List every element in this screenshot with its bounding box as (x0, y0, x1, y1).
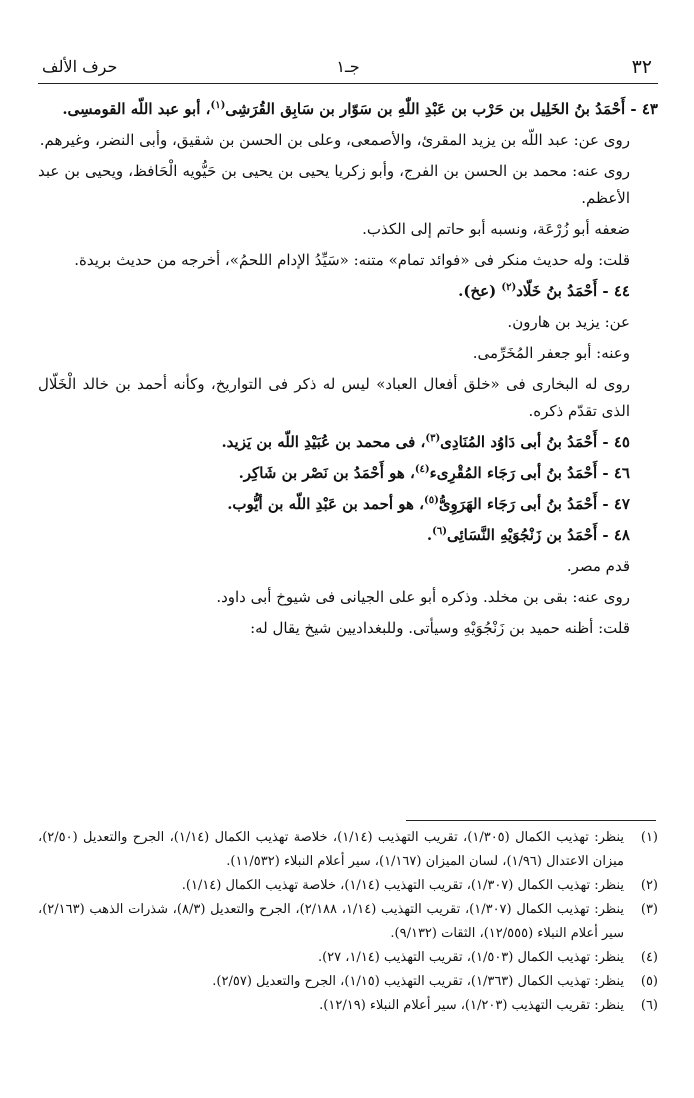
entry-48-heading (38, 522, 658, 549)
paragraph: وعنه: أبو جعفر المُخَرِّمى. (472, 344, 630, 362)
entry-tail: ، هو أحمد بن عَبْدِ اللّه بن أيُّوب. (227, 495, 424, 513)
footnote-number: (٢) (640, 878, 658, 893)
main-text (38, 96, 658, 646)
entry-number: ٤٨ - (602, 526, 630, 544)
paragraph: قلت: وله حديث منكر فى «فوائد تمام» متنه: «سَيِّدُ الإدام اللحمُ»، أخرجه من حديث بريدة. (74, 251, 630, 269)
entry-name: أَحْمَدُ بنُ الخَلِيل بن حَرْب بن عَبْدِ اللّٰهِ بن سَوّار بن سَابِق القُرَشِى (225, 100, 626, 118)
section-title: حرف الألف (42, 57, 118, 76)
footnote-number: (٦) (640, 998, 658, 1013)
footnote-text: ينظر: تهذيب الكمال (١/٣٠٧)، تقريب التهذيب (١/١٤، ٢/١٨٨)، الجرح والتعديل (٨/٣)، شذرات الذهب (٢/١٦٣)، سير أعلام النبلاء (١٢/٥٥٥)، الثقات (٩/١٣٢). (38, 902, 625, 941)
volume-label: جـ١ (336, 57, 360, 76)
entry-46-heading (38, 460, 658, 487)
paragraph: قدم مصر. (566, 557, 630, 575)
paragraph: روى عنه: بقى بن مخلد. وذكره أبو على الجيانى فى شيوخ أبى داود. (216, 588, 630, 606)
footnote-number: (٣) (640, 902, 658, 917)
footnote (38, 994, 658, 1018)
footnote-number: (٥) (640, 974, 658, 989)
entry-44-heading (38, 278, 658, 305)
footnote-rule (406, 820, 656, 821)
entry-name: أَحْمَدُ بنُ أبى دَاوُد المُنَادِى (440, 433, 598, 451)
footnote-number: (٤) (640, 950, 658, 965)
page-number: ٣٢ (631, 56, 652, 78)
entry-name: أَحْمَدُ بنُ خَلّاد (516, 282, 598, 300)
entry-number: ٤٤ - (602, 282, 630, 300)
paragraph: روى له البخارى فى «خلق أفعال العباد» ليس له ذكر فى التواريخ، وكأنه أحمد بن خالد الْخَلّال الذى تقدّم ذكره. (38, 375, 630, 420)
footnote-text: ينظر: تهذيب الكمال (١/٣٠٥)، تقريب التهذيب (١/١٤)، خلاصة تهذيب الكمال (١/١٤)، الجرح والتعديل (٢/٥٠)، ميزان الاعتدال (١/٩٦)، لسان الميزان (١/١٦٧)، سير أعلام النبلاء (١١/٥٣٢). (38, 830, 625, 869)
paragraph: روى عن: عبد اللّه بن يزيد المقرئ، والأصمعى، وعلى بن الحسن بن شقيق، وأبى النضر، وغيرهم. (39, 131, 630, 149)
entry-number: ٤٦ - (602, 464, 630, 482)
entry-tail: ، فى محمد بن عُبَيْدِ اللّه بن يَزيد. (221, 433, 426, 451)
entry-47-heading (38, 491, 658, 518)
footnote (38, 898, 658, 946)
entry-45-heading (38, 429, 658, 456)
footnote-ref: (١) (210, 100, 226, 111)
entry-tail: ، هو أَحْمَدُ بن نَصْر بن شَاكِر. (238, 464, 415, 482)
paragraph: قلت: أظنه حميد بن زَنْجُوَيْهِ وسيأتى. وللبغداديين شيخ يقال له: (250, 619, 630, 637)
entry-43-heading (38, 96, 658, 123)
header-rule (38, 83, 658, 84)
entry-tail: ، أبو عبد اللّه القومسِى. (62, 100, 211, 118)
footnote-ref: (٢) (501, 282, 517, 293)
footnote-ref: (٦) (432, 526, 447, 537)
footnote (38, 946, 658, 970)
footnote-text: ينظر: تهذيب الكمال (١/٣٦٣)، تقريب التهذيب (١/١٥)، الجرح والتعديل (٢/٥٧). (212, 974, 624, 989)
entry-name: أَحْمَدُ بن زَنْجُوَيْهِ النَّسَائِى (446, 526, 598, 544)
paragraph: عن: يزيد بن هارون. (507, 313, 630, 331)
running-header (38, 52, 658, 82)
footnote (38, 826, 658, 874)
footnote-text: ينظر: تهذيب الكمال (١/٣٠٧)، تقريب التهذيب (١/١٤)، خلاصة تهذيب الكمال (١/١٤). (181, 878, 624, 893)
footnote (38, 970, 658, 994)
footnote-text: ينظر: تهذيب الكمال (١/٥٠٣)، تقريب التهذيب (١/١٤، ٢٧). (317, 950, 624, 965)
footnote-text: ينظر: تقريب التهذيب (١/٢٠٣)، سير أعلام النبلاء (١٢/١٩). (319, 998, 624, 1013)
entry-name: أَحْمَدُ بنُ أبى رَجَاء الهَرَوِىُّ (438, 495, 598, 513)
paragraph: روى عنه: محمد بن الحسن بن الفرج، وأبو زكريا يحيى بن يحيى بن حَيُّويه الْحَافظ، ويحيى بن عبد الأعظم. (38, 162, 630, 207)
footnote (38, 874, 658, 898)
entry-number: ٤٥ - (602, 433, 630, 451)
footnote-number: (١) (640, 830, 658, 845)
footnote-ref: (٥) (423, 495, 439, 506)
entry-tail: (عخ). (458, 282, 502, 300)
footnote-ref: (٣) (425, 433, 441, 444)
entry-name: أَحْمَدُ بنُ أبى رَجَاء المُقْرِىء (429, 464, 598, 482)
footnotes (38, 826, 658, 1018)
entry-number: ٤٣ - (630, 100, 658, 118)
entry-number: ٤٧ - (602, 495, 630, 513)
paragraph: ضعفه أبو زُرْعَة، ونسبه أبو حاتم إلى الكذب. (362, 220, 630, 238)
footnote-ref: (٤) (414, 464, 430, 475)
entry-tail: . (426, 526, 433, 544)
